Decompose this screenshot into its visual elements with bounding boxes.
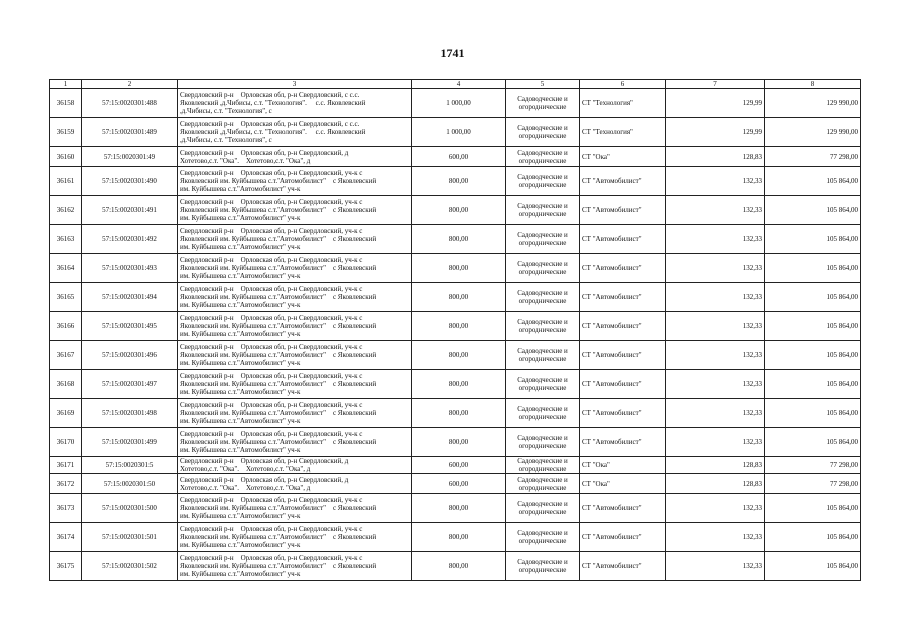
address-cell: Свердловский р-н Орловская обл, р-н Свердловский, д Хотетово,с.т. "Ока". Хотетово,с.т. "Ока", д: [178, 457, 412, 474]
land-use-cell: Садоводческие и огороднические: [506, 89, 580, 118]
land-use-cell: Садоводческие и огороднические: [506, 552, 580, 581]
land-use-cell: Садоводческие и огороднические: [506, 283, 580, 312]
land-use-cell: Садоводческие и огороднические: [506, 474, 580, 494]
cadastral-value-cell: 105 864,00: [765, 399, 861, 428]
address-cell: Свердловский р-н Орловская обл, р-н Свердловский, уч-к с Яковлевский им. Куйбышева с.т."Автомобилист" с Яковлевский им. Куйбышева с.т."Автомобилист" уч-к: [178, 399, 412, 428]
organization-cell: СТ "Технология": [580, 118, 666, 147]
specific-value-cell: 128,83: [666, 147, 765, 167]
cadastral-value-cell: 105 864,00: [765, 494, 861, 523]
area-cell: 800,00: [412, 523, 506, 552]
land-use-cell: Садоводческие и огороднические: [506, 147, 580, 167]
specific-value-cell: 132,33: [666, 341, 765, 370]
row-number: 36163: [50, 225, 82, 254]
cadastral-value-cell: 77 298,00: [765, 147, 861, 167]
table-row: [50, 428, 861, 457]
cadastral-number: 57:15:0020301:502: [82, 552, 178, 581]
cadastral-value-cell: 105 864,00: [765, 552, 861, 581]
specific-value-cell: 132,33: [666, 283, 765, 312]
area-cell: 1 000,00: [412, 89, 506, 118]
table-row: [50, 225, 861, 254]
specific-value-cell: 132,33: [666, 254, 765, 283]
area-cell: 800,00: [412, 494, 506, 523]
organization-cell: СТ "Автомобилист": [580, 225, 666, 254]
cadastral-number: 57:15:0020301:488: [82, 89, 178, 118]
cadastral-number: 57:15:0020301:490: [82, 167, 178, 196]
address-cell: Свердловский р-н Орловская обл, р-н Свердловский, уч-к с Яковлевский им. Куйбышева с.т."Автомобилист" с Яковлевский им. Куйбышева с.т."Автомобилист" уч-к: [178, 552, 412, 581]
address-cell: Свердловский р-н Орловская обл, р-н Свердловский, уч-к с Яковлевский им. Куйбышева с.т."Автомобилист" с Яковлевский им. Куйбышева с.т."Автомобилист" уч-к: [178, 167, 412, 196]
row-number: 36172: [50, 474, 82, 494]
row-number: 36170: [50, 428, 82, 457]
header-col-1: 1: [50, 80, 82, 89]
area-cell: 800,00: [412, 399, 506, 428]
table-row: [50, 196, 861, 225]
cadastral-value-cell: 105 864,00: [765, 370, 861, 399]
row-number: 36169: [50, 399, 82, 428]
specific-value-cell: 132,33: [666, 167, 765, 196]
cadastral-number: 57:15:0020301:50: [82, 474, 178, 494]
table-row: [50, 370, 861, 399]
specific-value-cell: 132,33: [666, 523, 765, 552]
organization-cell: СТ "Автомобилист": [580, 523, 666, 552]
cadastral-number: 57:15:0020301:497: [82, 370, 178, 399]
organization-cell: СТ "Автомобилист": [580, 283, 666, 312]
cadastral-number: 57:15:0020301:49: [82, 147, 178, 167]
organization-cell: СТ "Ока": [580, 474, 666, 494]
organization-cell: СТ "Ока": [580, 457, 666, 474]
address-cell: Свердловский р-н Орловская обл, р-н Свердловский, уч-к с Яковлевский им. Куйбышева с.т."Автомобилист" с Яковлевский им. Куйбышева с.т."Автомобилист" уч-к: [178, 428, 412, 457]
land-use-cell: Садоводческие и огороднические: [506, 428, 580, 457]
row-number: 36173: [50, 494, 82, 523]
organization-cell: СТ "Автомобилист": [580, 494, 666, 523]
header-col-5: 5: [506, 80, 580, 89]
table-row: [50, 552, 861, 581]
land-registry-table: [49, 79, 861, 581]
address-cell: Свердловский р-н Орловская обл, р-н Свердловский, уч-к с Яковлевский им. Куйбышева с.т."Автомобилист" с Яковлевский им. Куйбышева с.т."Автомобилист" уч-к: [178, 312, 412, 341]
cadastral-number: 57:15:0020301:499: [82, 428, 178, 457]
area-cell: 600,00: [412, 474, 506, 494]
cadastral-value-cell: 129 990,00: [765, 89, 861, 118]
area-cell: 600,00: [412, 457, 506, 474]
specific-value-cell: 129,99: [666, 118, 765, 147]
area-cell: 800,00: [412, 196, 506, 225]
table-row: [50, 523, 861, 552]
cadastral-number: 57:15:0020301:494: [82, 283, 178, 312]
cadastral-value-cell: 105 864,00: [765, 254, 861, 283]
header-col-2: 2: [82, 80, 178, 89]
area-cell: 1 000,00: [412, 118, 506, 147]
organization-cell: СТ "Ока": [580, 147, 666, 167]
organization-cell: СТ "Автомобилист": [580, 428, 666, 457]
specific-value-cell: 132,33: [666, 552, 765, 581]
organization-cell: СТ "Автомобилист": [580, 341, 666, 370]
table-row: [50, 283, 861, 312]
table-row: [50, 341, 861, 370]
address-cell: Свердловский р-н Орловская обл, р-н Свердловский, уч-к с Яковлевский им. Куйбышева с.т."Автомобилист" с Яковлевский им. Куйбышева с.т."Автомобилист" уч-к: [178, 370, 412, 399]
land-use-cell: Садоводческие и огороднические: [506, 457, 580, 474]
land-use-cell: Садоводческие и огороднические: [506, 167, 580, 196]
cadastral-number: 57:15:0020301:492: [82, 225, 178, 254]
row-number: 36168: [50, 370, 82, 399]
address-cell: Свердловский р-н Орловская обл, р-н Свердловский, д Хотетово,с.т. "Ока". Хотетово,с.т. "Ока", д: [178, 474, 412, 494]
cadastral-number: 57:15:0020301:489: [82, 118, 178, 147]
address-cell: Свердловский р-н Орловская обл, р-н Свердловский, уч-к с Яковлевский им. Куйбышева с.т."Автомобилист" с Яковлевский им. Куйбышева с.т."Автомобилист" уч-к: [178, 254, 412, 283]
cadastral-number: 57:15:0020301:496: [82, 341, 178, 370]
row-number: 36160: [50, 147, 82, 167]
address-cell: Свердловский р-н Орловская обл, р-н Свердловский, с с.с. Яковлевский ,д.Чибисы, с.т. "Технология". с.с. Яковлевский ,д.Чибисы, с.т. "Технология", с: [178, 89, 412, 118]
land-use-cell: Садоводческие и огороднические: [506, 370, 580, 399]
cadastral-value-cell: 105 864,00: [765, 196, 861, 225]
area-cell: 800,00: [412, 312, 506, 341]
specific-value-cell: 128,83: [666, 457, 765, 474]
table-row: [50, 254, 861, 283]
address-cell: Свердловский р-н Орловская обл, р-н Свердловский, уч-к с Яковлевский им. Куйбышева с.т."Автомобилист" с Яковлевский им. Куйбышева с.т."Автомобилист" уч-к: [178, 225, 412, 254]
organization-cell: СТ "Автомобилист": [580, 254, 666, 283]
table-row: [50, 118, 861, 147]
row-number: 36167: [50, 341, 82, 370]
header-col-4: 4: [412, 80, 506, 89]
header-col-8: 8: [765, 80, 861, 89]
row-number: 36161: [50, 167, 82, 196]
table-row: [50, 457, 861, 474]
table-row: [50, 147, 861, 167]
table-row: [50, 494, 861, 523]
cadastral-number: 57:15:0020301:5: [82, 457, 178, 474]
cadastral-number: 57:15:0020301:493: [82, 254, 178, 283]
table-row: [50, 474, 861, 494]
row-number: 36166: [50, 312, 82, 341]
specific-value-cell: 132,33: [666, 494, 765, 523]
header-row: [50, 80, 861, 89]
area-cell: 800,00: [412, 254, 506, 283]
cadastral-value-cell: 105 864,00: [765, 167, 861, 196]
cadastral-value-cell: 105 864,00: [765, 341, 861, 370]
specific-value-cell: 128,83: [666, 474, 765, 494]
cadastral-value-cell: 105 864,00: [765, 312, 861, 341]
organization-cell: СТ "Автомобилист": [580, 196, 666, 225]
table-row: [50, 399, 861, 428]
land-use-cell: Садоводческие и огороднические: [506, 225, 580, 254]
row-number: 36159: [50, 118, 82, 147]
table-row: [50, 312, 861, 341]
area-cell: 800,00: [412, 225, 506, 254]
row-number: 36164: [50, 254, 82, 283]
page-number: 1741: [440, 46, 465, 60]
cadastral-value-cell: 105 864,00: [765, 523, 861, 552]
address-cell: Свердловский р-н Орловская обл, р-н Свердловский, д Хотетово,с.т. "Ока". Хотетово,с.т. "Ока", д: [178, 147, 412, 167]
address-cell: Свердловский р-н Орловская обл, р-н Свердловский, уч-к с Яковлевский им. Куйбышева с.т."Автомобилист" с Яковлевский им. Куйбышева с.т."Автомобилист" уч-к: [178, 196, 412, 225]
land-use-cell: Садоводческие и огороднические: [506, 196, 580, 225]
organization-cell: СТ "Автомобилист": [580, 370, 666, 399]
organization-cell: СТ "Технология": [580, 89, 666, 118]
land-use-cell: Садоводческие и огороднические: [506, 341, 580, 370]
area-cell: 800,00: [412, 167, 506, 196]
specific-value-cell: 132,33: [666, 196, 765, 225]
specific-value-cell: 132,33: [666, 428, 765, 457]
table-row: [50, 89, 861, 118]
row-number: 36174: [50, 523, 82, 552]
specific-value-cell: 132,33: [666, 370, 765, 399]
specific-value-cell: 129,99: [666, 89, 765, 118]
area-cell: 800,00: [412, 341, 506, 370]
specific-value-cell: 132,33: [666, 399, 765, 428]
area-cell: 800,00: [412, 370, 506, 399]
address-cell: Свердловский р-н Орловская обл, р-н Свердловский, уч-к с Яковлевский им. Куйбышева с.т."Автомобилист" с Яковлевский им. Куйбышева с.т."Автомобилист" уч-к: [178, 283, 412, 312]
cadastral-number: 57:15:0020301:501: [82, 523, 178, 552]
area-cell: 800,00: [412, 552, 506, 581]
row-number: 36158: [50, 89, 82, 118]
cadastral-value-cell: 105 864,00: [765, 428, 861, 457]
cadastral-value-cell: 129 990,00: [765, 118, 861, 147]
organization-cell: СТ "Автомобилист": [580, 399, 666, 428]
area-cell: 800,00: [412, 428, 506, 457]
address-cell: Свердловский р-н Орловская обл, р-н Свердловский, с с.с. Яковлевский ,д.Чибисы, с.т. "Технология". с.с. Яковлевский ,д.Чибисы, с.т. "Технология", с: [178, 118, 412, 147]
cadastral-value-cell: 77 298,00: [765, 457, 861, 474]
land-use-cell: Садоводческие и огороднические: [506, 523, 580, 552]
cadastral-number: 57:15:0020301:498: [82, 399, 178, 428]
row-number: 36171: [50, 457, 82, 474]
header-col-6: 6: [580, 80, 666, 89]
table-row: [50, 167, 861, 196]
specific-value-cell: 132,33: [666, 312, 765, 341]
cadastral-number: 57:15:0020301:491: [82, 196, 178, 225]
specific-value-cell: 132,33: [666, 225, 765, 254]
cadastral-value-cell: 105 864,00: [765, 225, 861, 254]
land-use-cell: Садоводческие и огороднические: [506, 312, 580, 341]
header-col-3: 3: [178, 80, 412, 89]
cadastral-number: 57:15:0020301:495: [82, 312, 178, 341]
cadastral-number: 57:15:0020301:500: [82, 494, 178, 523]
organization-cell: СТ "Автомобилист": [580, 552, 666, 581]
header-col-7: 7: [666, 80, 765, 89]
area-cell: 800,00: [412, 283, 506, 312]
organization-cell: СТ "Автомобилист": [580, 312, 666, 341]
address-cell: Свердловский р-н Орловская обл, р-н Свердловский, уч-к с Яковлевский им. Куйбышева с.т."Автомобилист" с Яковлевский им. Куйбышева с.т."Автомобилист" уч-к: [178, 341, 412, 370]
address-cell: Свердловский р-н Орловская обл, р-н Свердловский, уч-к с Яковлевский им. Куйбышева с.т."Автомобилист" с Яковлевский им. Куйбышева с.т."Автомобилист" уч-к: [178, 523, 412, 552]
land-use-cell: Садоводческие и огороднические: [506, 399, 580, 428]
row-number: 36165: [50, 283, 82, 312]
row-number: 36162: [50, 196, 82, 225]
cadastral-value-cell: 77 298,00: [765, 474, 861, 494]
cadastral-value-cell: 105 864,00: [765, 283, 861, 312]
address-cell: Свердловский р-н Орловская обл, р-н Свердловский, уч-к с Яковлевский им. Куйбышева с.т."Автомобилист" с Яковлевский им. Куйбышева с.т."Автомобилист" уч-к: [178, 494, 412, 523]
land-use-cell: Садоводческие и огороднические: [506, 118, 580, 147]
land-use-cell: Садоводческие и огороднические: [506, 494, 580, 523]
row-number: 36175: [50, 552, 82, 581]
organization-cell: СТ "Автомобилист": [580, 167, 666, 196]
land-use-cell: Садоводческие и огороднические: [506, 254, 580, 283]
area-cell: 600,00: [412, 147, 506, 167]
